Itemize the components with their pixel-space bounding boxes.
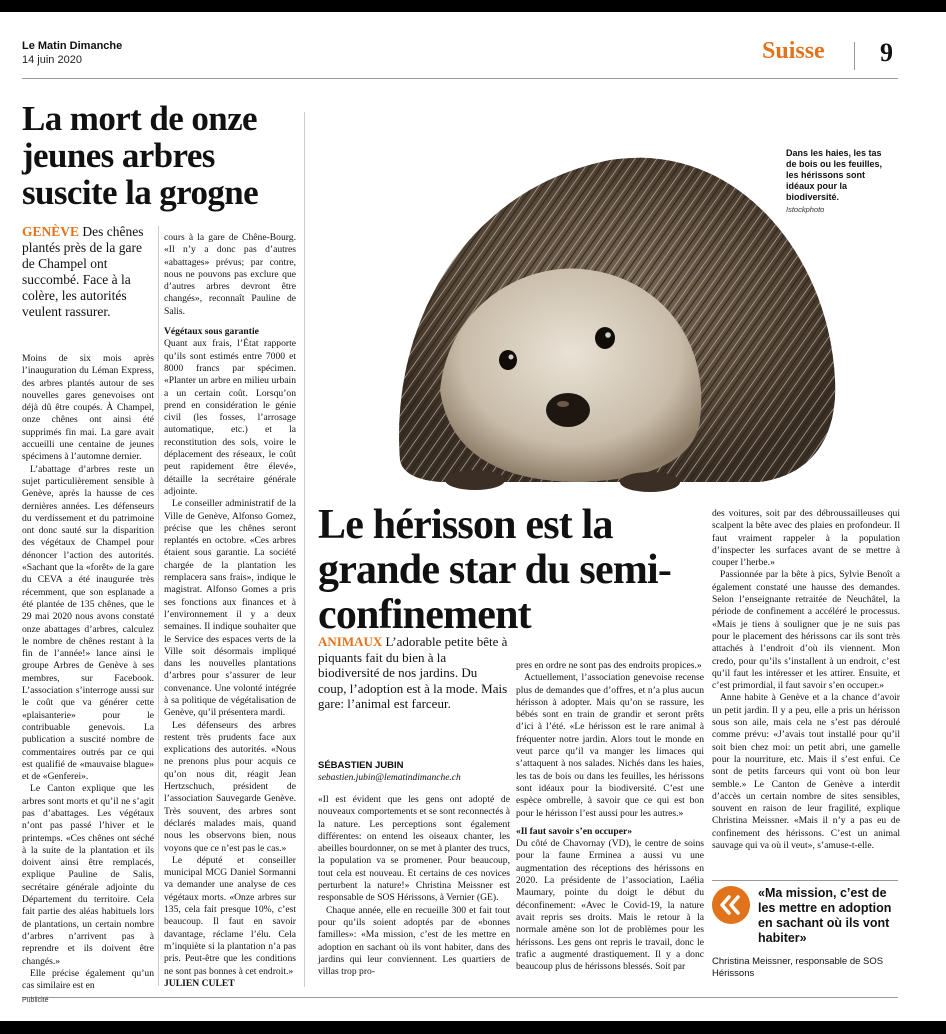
subheading: «Il faut savoir s’en occuper» [516,825,633,837]
pull-quote: «Ma mission, c’est de les mettre en adoption en sachant où ils vont habiter» [758,886,892,945]
paragraph: Moins de six mois après l’inauguration du Léman Express, des arbres plantés autour de ses nouvelles gares genevoises ont déjà dû être coupés. À Champel, onze chênes ont ainsi été supprimés fin mai. La gare avait accueilli une centaine de jeunes spécimens à l’automne dernier. [22,353,154,463]
paragraph: Chaque année, elle en recueille 300 et fait tout pour qu’ils soient adoptés par de «bonnes familles»: «Ma mission, c’est de les mettre en adoption en sachant où ils vont habiter, dans des jardins qui leur conviennent. Les quartiers de villas trop pro- [318,904,510,978]
section-name: Suisse [762,38,825,64]
caption-text: Dans les haies, les tas de bois ou les feuilles, les hérissons sont idéaux pour la biodiversité. [786,148,883,202]
article2-tag: ANIMAUX [318,634,383,649]
paragraph: «Il est évident que les gens ont adopté de nouveaux comportements et se sont reconnectés à la nature. Les perceptions sont également différentes: on entend les oiseaux chanter, les abeilles bourdonner, on se met à planter des trucs, la population va se promener. Pour beaucoup, tout cela est nouveau. Et certains de ces novices perturbent la nature!» Christina Meissner est responsable de SOS Hérissons, à Vernier (GE). [318,794,510,904]
author-name: SÉBASTIEN JUBIN [318,760,404,771]
article1-tag: GENÈVE [22,224,80,239]
paragraph: cours à la gare de Chêne-Bourg. «Il n’y a donc pas d’autres «abattages» prévus; par contre, nous ne pouvons pas exclure que d’autres arbres devront être changés», reconnaît Pauline de Salis. [164,232,296,317]
paragraph: Du côté de Chavornay (VD), le centre de soins pour la faune Erminea a aussi vu une augmentation des réceptions des hérissons en 2020. La présidente de l’association, Laélia Maumary, pointe du doigt le début du déconfinement: «Avec le Covid-19, la nature avait repris ses droits. Mais le retour à la normale amène son lot de problèmes pour les hérissons. Les gens ont repris le travail, donc le trafic a augmenté drastiquement. Il y a donc beaucoup plus de hérissons blessés. Soit par [516,838,704,973]
article1-lede-text: Des chênes plantés près de la gare de Champel ont succombé. Face à la colère, les autorités veulent rassurer. [22,224,144,319]
paragraph: Le conseiller administratif de la Ville de Genève, Alfonso Gomez, précise que les chênes seront replantés en octobre. «Ces arbres étaient sous garantie. La société chargée de la plantation les remplacera sans frais», indique le magistrat. Alfonso Gomes a pris ses fonctions aux finances et à l’environnement il y a deux semaines. Il indique souhaiter que le Service des espaces verts de la Ville soit désormais impliqué dans les nouvelles plantations d’arbres pour s’assurer de leur convenance. Une volonté intégrée à sa politique de végétalisation de Genève, qu’il présentera mardi. [164,498,296,719]
bottom-rule [22,997,898,998]
quote-rule [712,880,898,881]
article2-lede-text: L’adorable petite bête à piquants fait du bien à la biodiversité de nos jardins. Du coup, l’adoption est à la mode. Mais gare: l’animal est farceur. [318,634,508,711]
paragraph: Passionnée par la bête à pics, Sylvie Benoît a également constaté une hausse des demandes. Selon l’enseignante retraitée de Neuchâtel, la période de confinement a accéléré le processus. «Mais je tiens à souligner que je ne suis pas pour le placement des hérissons car ils sont très attachés à l’endroit d’où ils viennent. Mon credo, pour qu’ils s’installent à un endroit, c’est qu’il faut les intéresser et les attirer. Ensuite, et c’est primordial, il faut savoir s’en occuper.» [712,569,900,692]
paragraph: Anne habite à Genève et a la chance d’avoir un petit jardin. Il y a peu, elle a pris un hérisson sous son aile, mais cela ne s’est pas déroulé comme prévu: «J’avais tout installé pour qu’il soit bien chez moi: un petit abri, une gamelle pour la nourriture, etc. Mais il s’est enfui. Ce sont de petits farceurs qui vont où bon leur semble.» Le Canton de Genève a interdit d’accès un certain nombre de sites sensibles, souvent en raison de leur fragilité, explique Christina Meissner. «Mais il n’y a pas eu de confinement des hérissons. C’est un animal sauvage qui va où il veut», s’amuse-t-elle. [712,692,900,852]
article1-lede [22,224,148,320]
column-divider [158,226,159,986]
quote-icon [712,886,750,924]
paragraph: Le Canton explique que les arbres sont morts et qu’il ne s’agit pas d’abattages. Les végétaux n’ont pas passé l’hiver et le printemps. «Ces chênes ont séché à la suite de la plantation et ils doivent ainsi être remplacés, explique Pauline de Salis, secrétaire générale adjointe du Département du territoire. Cela fait partie des aléas habituels lors de plantations, un certain nombre d’arbres n’arrivent pas à reprendre et ils doivent être changés.» [22,783,154,967]
author-email: sebastien.jubin@lematindimanche.ch [318,773,461,783]
paragraph: Elle précise également qu’un cas similaire est en [22,967,154,992]
section-divider [854,42,855,70]
article2-column2 [516,660,704,973]
page-number: 9 [880,38,893,67]
article1-column1 [22,353,154,992]
article2-byline [318,760,508,784]
article1-headline: La mort de onze jeunes arbres suscite la grogne [22,99,259,212]
paragraph: L’abattage d’arbres reste un sujet particulièrement sensible à Genève, après la hausse de ces dernières années. Les défenseurs du verdissement et du patrimoine ont donc sauté sur la disparition des végétaux de Champel pour dénoncer l’action des autorités. «Sachant que la «forêt» de la gare du CEVA a été inaugurée très récemment, que son esplanade a été plantée de 135 chênes, que le 29 mai 2020 nous avons constaté onze abattages d’arbres, calculez le nombre de chênes restant à la fin de l’année!» lance ainsi le groupe Arbres de Genève à ses membres, sur Facebook. L’association s’interroge aussi sur le coût que va générer cette «plaisanterie» pour le contribuable genevois. La publication a suscité nombre de commentaires outrés par ce qui est qualifié de «mauvaise blague» et de «Genferei». [22,463,154,783]
top-rule [22,78,898,79]
hedgehog-photo [380,130,840,502]
article2-lede [318,634,508,712]
article2-headline: Le hérisson est la grande star du semi-confinement [318,502,672,638]
paragraph: Actuellement, l’association genevoise recense plus de demandes que d’offres, et n’a plus aucun hérisson à adopter. Mais qu’on se rassure, les bébés sont en train de grandir et seront prêts d’ici à l’été. «Le hérisson est le rare animal à fréquenter notre jardin. Alors tout le monde en veut parce qu’il va manger les limaces qui s’attaquent à nos salades. Nichés dans les haies, les tas de bois ou dans les feuilles, les hérissons sont idéaux pour la biodiversité. C’est une espèce ombrelle, à savoir que ce qui est bon pour le hérisson l’est aussi pour les autres.» [516,672,704,819]
advert-label: Publicité [22,997,49,1004]
subheading: Végétaux sous garantie [164,326,259,338]
photo-credit: Istockphoto [786,205,825,214]
article-divider [304,112,305,987]
paragraph: Les défenseurs des arbres restent très prudents face aux explications des autorités. «Nous ne prenons plus pour acquis ce qu’on nous dit, réagit Jean Hertzschuch, président de l’association Sauvegarde Genève. Très souvent, des arbres sont déclarés malades mais, quand nous les observons bien, nous voyons que ce n’est pas le cas.» [164,719,296,854]
paragraph: pres en ordre ne sont pas des endroits propices.» [516,660,702,671]
article2-column1 [318,794,510,978]
newspaper-page [0,12,946,1021]
photo-caption [786,148,890,214]
article2-column3 [712,508,900,852]
article1-column2 [164,232,296,990]
paragraph: Le député et conseiller municipal MCG Daniel Sormanni va demander une analyse de ces végétaux morts. «Onze arbres sur 135, cela fait presque 10%, c’est beaucoup. Il faut en savoir davantage, réclame l’élu. Cela m’inquiète si la plantation n’a pas pris. Peut-être que les conditions ne sont pas bonnes à cet endroit.» [164,854,296,977]
article1-signature: JULIEN CULET [164,977,235,989]
quote-source: Christina Meissner, responsable de SOS Hérissons [712,956,884,979]
paragraph: des voitures, soit par des débroussailleuses qui scalpent la bête avec des plaies en profondeur. Il faut vraiment rappeler à la population d’inspecter les surfaces avant de se mettre à couper l’herbe.» [712,508,900,569]
paper-date: 14 juin 2020 [22,54,82,66]
paper-name: Le Matin Dimanche [22,40,123,52]
paragraph: Quant aux frais, l’État rapporte qu’ils sont estimés entre 7000 et 8000 francs par spécimen. «Planter un arbre en milieu urbain a un certain coût. Lorsqu’on prend en considération le génie civil (les fosses, l’arrosage automatique, etc.) et la reconstitution des sols, voire le déplacement des réseaux, le coût peut rapidement être élevé», détaille la secrétaire générale adjointe. [164,338,296,497]
